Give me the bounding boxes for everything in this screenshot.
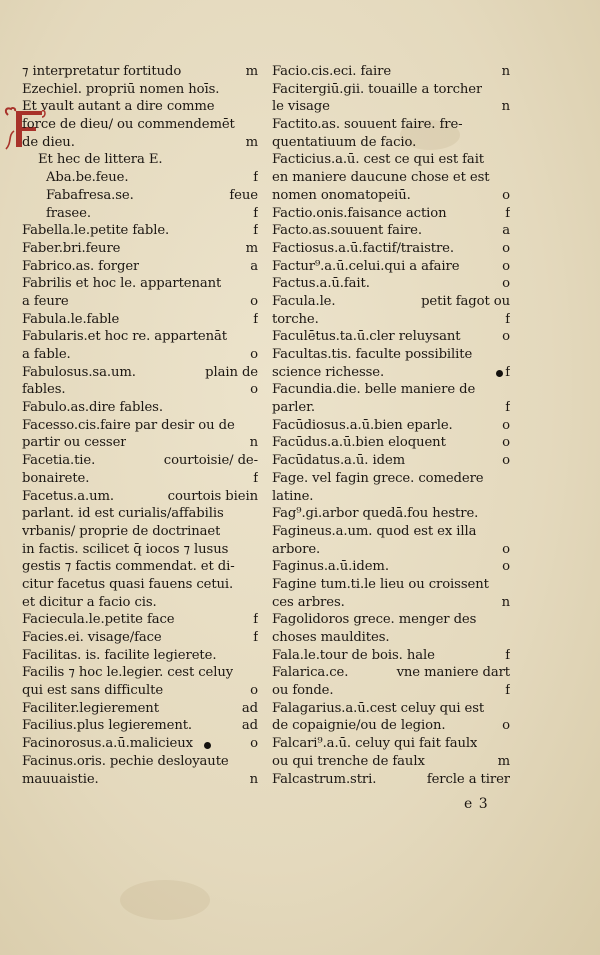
line-mark: m [497,753,510,769]
line-mark: f [253,311,258,327]
line-text: Et vault autant a dire comme [22,99,215,115]
line-mark: o [250,347,258,362]
text-line [22,417,258,435]
line-text: latine. [272,488,314,504]
text-line [22,682,258,700]
line-mark: f [253,612,258,628]
line-text: vrbanis/ proprie de doctrinaet [22,523,221,539]
text-line [22,81,258,99]
text-line [272,505,510,523]
line-text: Factito.as. souuent faire. fre- [272,117,463,133]
line-mark: n [501,64,510,79]
text-line [272,576,510,594]
line-text: Faculētus.ta.ū.cler reluysant [272,329,461,345]
line-text: Fabulo.as.dire fables. [22,400,163,416]
line-text: choses mauldites. [272,630,390,645]
line-mark: ad [241,700,258,716]
text-line [272,346,510,364]
text-line [272,258,510,276]
line-text: Factus.a.ū.fait. [272,276,370,292]
line-text: Facesso.cis.faire par desir ou de [22,417,235,433]
line-text: Fabrico.as. forger [22,258,140,274]
text-line [22,452,258,470]
text-line [22,258,258,276]
text-line [22,434,258,452]
line-mark: ad [241,718,258,734]
line-text: Facūdatus.a.ū. idem [272,453,406,469]
text-line [272,187,510,205]
text-line [22,594,258,612]
right-column [272,63,510,788]
line-text: et dicitur a facio cis. [22,594,157,610]
text-line [272,275,510,293]
line-text: Fabella.le.petite fable. [22,223,170,239]
text-line [22,399,258,417]
text-line [272,771,510,789]
line-text: Fabula.le.fable [22,311,120,327]
line-mark: f [253,170,258,186]
line-mark: o [502,417,510,433]
line-text: Falarica.ce. [272,665,349,681]
text-line [272,647,510,665]
text-line [272,293,510,311]
line-text: Et hec de littera E. [38,152,163,168]
line-text: frasee. [46,205,91,221]
text-line [272,134,510,152]
line-text: Falcastrum.stri. [272,771,377,787]
line-text: Facilius.plus legierement. [22,718,193,734]
line-text: Facinus.oris. pechie desloyaute [22,753,229,769]
text-line [272,717,510,735]
line-text: Fagolidoros grece. menger des [272,612,477,628]
line-mark: o [250,382,258,398]
line-mark: o [502,541,510,557]
text-line [272,664,510,682]
line-text: Facilitas. is. facilite legierete. [22,647,217,663]
line-mark: o [502,240,510,256]
line-text: Falagarius.a.ū.cest celuy qui est [272,700,485,716]
line-text: force de dieu/ ou commendemēt [22,117,235,133]
line-text: de dieu. [22,134,75,150]
line-mark: f [253,470,258,486]
line-text: Fag⁹.gi.arbor quedā.fou hestre. [272,506,479,522]
text-line [22,205,258,223]
line-text: Fabrilis et hoc le. appartenant [22,276,222,292]
line-text: a fable. [22,347,71,362]
text-line [22,629,258,647]
text-line [272,594,510,612]
line-text: de copaignie/ou de legion. [272,718,446,734]
line-text: Fage. vel fagin grece. comedere [272,470,484,486]
line-text: Fala.le.tour de bois. hale [272,647,435,663]
line-mark: f [505,647,510,663]
text-line [22,735,258,753]
line-text: Faber.bri.feure [22,240,121,256]
line-mark: o [502,187,510,203]
text-line [272,399,510,417]
line-text: Factur⁹.a.ū.celui.qui a afaire [272,258,460,274]
line-mark: o [250,683,258,699]
text-line [22,700,258,718]
line-mark: petit fagot ou [421,293,510,309]
text-line [22,63,258,81]
text-line [272,81,510,99]
line-text: parlant. id est curialis/affabilis [22,506,224,522]
line-mark: f [505,364,510,380]
line-text: gestis ⁊ factis commendat. et di- [22,559,235,575]
line-mark: a [250,258,258,274]
line-text: Facultas.tis. faculte possibilite [272,347,473,362]
text-line [22,717,258,735]
line-text: Faginus.a.ū.idem. [272,559,389,575]
signature-mark: e 3 [464,796,489,812]
line-text: Facies.ei. visage/face [22,630,162,645]
text-line [272,753,510,771]
line-mark: feue [229,187,258,203]
text-line [22,311,258,329]
text-line [272,452,510,470]
line-text: Facūdus.a.ū.bien eloquent [272,435,446,451]
line-mark: f [505,683,510,699]
ink-blot [204,742,211,749]
text-line [22,488,258,506]
line-text: fables. [22,382,66,398]
line-text: Faciliter.legierement [22,700,159,716]
text-line [22,558,258,576]
text-line [272,470,510,488]
line-text: ou fonde. [272,683,334,699]
line-text: Fabafresa.se. [46,187,134,203]
text-line [22,240,258,258]
line-text: Ezechiel. propriū nomen hoīs. [22,81,220,97]
line-text: parler. [272,400,315,416]
line-text: citur facetus quasi fauens cetui. [22,576,234,592]
text-line [272,328,510,346]
text-line [272,240,510,258]
text-line [272,558,510,576]
line-text: Falcari⁹.a.ū. celuy qui fait faulx [272,736,478,752]
line-text: torche. [272,311,319,327]
line-text: bonairete. [22,470,90,486]
text-line [22,647,258,665]
line-mark: f [505,311,510,327]
line-text: Facetus.a.um. [22,488,115,504]
line-text: Facticius.a.ū. cest ce qui est fait [272,152,485,168]
text-line [22,364,258,382]
text-line [22,505,258,523]
text-line [272,541,510,559]
line-text: qui est sans difficulte [22,683,164,699]
line-mark: fercle a tirer [426,771,510,787]
text-line [22,541,258,559]
text-line [22,187,258,205]
text-line [22,98,258,116]
line-text: ces arbres. [272,594,345,610]
line-text: Facto.as.souuent faire. [272,223,422,239]
line-text: Aba.be.feue. [46,170,129,186]
line-text: Facula.le. [272,293,336,309]
text-line [22,275,258,293]
line-mark: a [502,223,510,239]
line-text: le visage [272,99,330,115]
line-text: Facio.cis.eci. faire [272,64,392,79]
text-line [272,611,510,629]
text-line [272,311,510,329]
text-line [272,629,510,647]
line-text: partir ou cesser [22,435,127,451]
line-text: Factiosus.a.ū.factif/traistre. [272,240,454,256]
text-line [22,134,258,152]
line-mark: o [502,435,510,451]
text-line [272,151,510,169]
text-line [22,151,258,169]
text-line [22,293,258,311]
line-text: Facitergiū.gii. touaille a torcher [272,81,483,97]
line-text: in factis. scilicet q̄ iocos ⁊ lusus [22,541,229,557]
line-mark: n [501,594,510,610]
line-mark: f [253,630,258,645]
text-line [272,222,510,240]
line-mark: courtoisie/ de- [163,453,258,469]
line-mark: o [250,736,258,752]
text-line [22,470,258,488]
text-line [272,169,510,187]
text-line [272,205,510,223]
line-text: quentatiuum de facio. [272,134,417,150]
text-line [272,700,510,718]
text-line [22,523,258,541]
text-line [272,735,510,753]
line-mark: o [502,559,510,575]
line-mark: n [249,771,258,787]
line-text: Faciecula.le.petite face [22,612,175,628]
text-line [22,346,258,364]
line-mark: n [249,435,258,451]
text-line [22,611,258,629]
text-line [22,753,258,771]
line-mark: courtois biein [167,488,258,504]
text-line [22,116,258,134]
line-mark: o [502,453,510,469]
line-mark: f [253,223,258,239]
text-line [272,488,510,506]
line-mark: o [502,276,510,292]
line-mark: f [253,205,258,221]
line-mark: m [245,240,258,256]
line-text: Facūdiosus.a.ū.bien eparle. [272,417,453,433]
text-line [272,381,510,399]
line-mark: f [505,400,510,416]
left-column [22,63,258,788]
text-line [22,381,258,399]
line-mark: vne maniere dart [396,665,510,681]
line-text: Facinorosus.a.ū.malicieux [22,736,193,752]
line-text: arbore. [272,541,321,557]
line-text: science richesse. [272,364,385,380]
line-text: Fabulosus.sa.um. [22,364,136,380]
line-text: a feure [22,293,69,309]
line-mark: o [250,293,258,309]
text-line [272,523,510,541]
text-line [272,116,510,134]
line-text: Fagine tum.ti.le lieu ou croissent [272,576,489,592]
text-line [22,222,258,240]
ink-blot [496,370,503,377]
text-line [22,771,258,789]
line-text: Facundia.die. belle maniere de [272,382,476,398]
line-text: nomen onomatopeiū. [272,187,411,203]
line-text: Fagineus.a.um. quod est ex illa [272,523,477,539]
text-line [22,328,258,346]
line-text: ⁊ interpretatur fortitudo [22,64,182,79]
text-line [272,682,510,700]
line-mark: f [505,205,510,221]
text-line [272,417,510,435]
line-text: Facetia.tie. [22,453,96,469]
text-line [272,364,510,382]
line-text: en maniere daucune chose et est [272,170,490,186]
line-mark: o [502,258,510,274]
line-mark: o [502,718,510,734]
text-line [22,169,258,187]
text-line [22,576,258,594]
line-text: Factio.onis.faisance action [272,205,447,221]
text-line [22,664,258,682]
line-text: mauuaistie. [22,771,99,787]
line-mark: n [501,99,510,115]
line-mark: o [502,329,510,345]
line-text: Facilis ⁊ hoc le.legier. cest celuy [22,665,234,681]
paper-stain [120,880,210,920]
text-line [272,98,510,116]
line-text: Fabularis.et hoc re. appartenāt [22,329,227,345]
line-text: ou qui trenche de faulx [272,753,425,769]
text-line [272,434,510,452]
line-mark: m [245,134,258,150]
text-line [272,63,510,81]
line-mark: m [245,64,258,79]
line-mark: plain de [205,364,258,380]
